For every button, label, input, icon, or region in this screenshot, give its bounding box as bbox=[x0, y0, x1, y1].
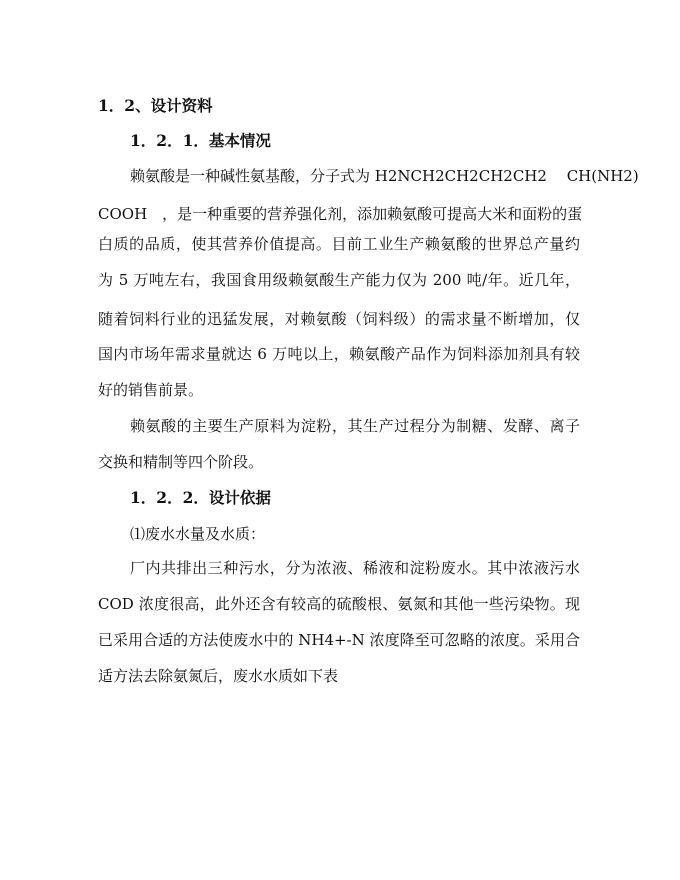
paragraph-line: 已采用合适的方法使废水中的 NH4+-N 浓度降至可忽略的浓度。采用合 bbox=[98, 631, 580, 649]
subsection-heading-design-basis: 1．2．2．设计依据 bbox=[130, 488, 271, 507]
section-heading: 1．2、设计资料 bbox=[98, 96, 213, 115]
paragraph-line: COOH ，是一种重要的营养强化剂，添加赖氨酸可提高大米和面粉的蛋 bbox=[98, 205, 583, 223]
paragraph-line: 适方法去除氨氮后，废水水质如下表 bbox=[98, 667, 339, 685]
paragraph-line: 交换和精制等四个阶段。 bbox=[98, 453, 264, 471]
paragraph-line: 随着饲料行业的迅猛发展，对赖氨酸（饲料级）的需求量不断增加，仅 bbox=[98, 310, 580, 328]
paragraph-line: COD 浓度很高，此外还含有较高的硫酸根、氨氮和其他一些污染物。现 bbox=[98, 595, 580, 613]
paragraph-line: 厂内共排出三种污水，分为浓液、稀液和淀粉废水。其中浓液污水 bbox=[130, 559, 580, 577]
list-item: ⑴废水水量及水质： bbox=[130, 525, 266, 543]
paragraph-line: 为 5 万吨左右，我国食用级赖氨酸生产能力仅为 200 吨/年。近几年， bbox=[98, 271, 580, 289]
subsection-heading-basic-info: 1．2．1．基本情况 bbox=[130, 131, 271, 150]
paragraph-line: 白质的品质，使其营养价值提高。目前工业生产赖氨酸的世界总产量约 bbox=[98, 235, 580, 253]
paragraph-line: 国内市场年需求量就达 6 万吨以上，赖氨酸产品作为饲料添加剂具有较 bbox=[98, 345, 580, 363]
paragraph-line: 赖氨酸的主要生产原料为淀粉，其生产过程分为制糖、发酵、离子 bbox=[130, 417, 580, 435]
paragraph-line: 好的销售前景。 bbox=[98, 381, 204, 399]
paragraph-line: 赖氨酸是一种碱性氨基酸，分子式为 H2NCH2CH2CH2CH2 CH(NH2) bbox=[130, 167, 639, 185]
